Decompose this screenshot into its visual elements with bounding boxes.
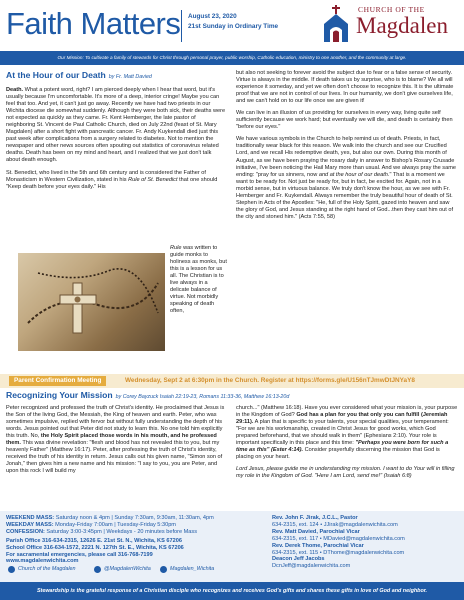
article2-column-right xyxy=(236,405,458,485)
stewardship-footer: Stewardship is the grateful response of a Christian disciple who recognizes and receives God's gifts and shares these gifts in love of God and neighbor. xyxy=(0,582,464,600)
church-name: Magdalen xyxy=(356,13,448,38)
paragraph-text: Consider prayerfully discerning the mission that God is placing on your heart. xyxy=(236,447,440,461)
article-title-text: At the Hour of our Death xyxy=(6,70,106,80)
weekend-mass-label: WEEKEND MASS: xyxy=(6,515,55,521)
paragraph-text: Peter recognized and professed the truth of Christ's identity. He proclaimed that Jesus is the Son of the living God, the Messiah, the King of heaven and earth. Peter, who was sometimes impulsive, replied with fervor but without fully understanding the depth of his words. Jesus pointed out that Peter did not study to learn this. No one told him explicitly this truth. No, xyxy=(6,405,225,440)
twitter-link[interactable]: @MagdalenWichita xyxy=(104,566,151,572)
paragraph-text: St. Benedict, who lived in the 5th and 6th century and is considered the Father of Monasticism in Western Civilization, stated in his xyxy=(6,169,206,183)
issue-date-block xyxy=(188,12,278,32)
article1-paragraph-4: We can live in an illusion of us providing for ourselves in every way, living quite self sufficiently because we work hard; but eventually we will die, and death is certainly then "before our eyes." xyxy=(236,110,453,131)
article-byline: by Fr. Matt Davied xyxy=(108,74,152,80)
paragraph-text: was written to guide monks to holiness as monks, but this is a lesson for us all. The Christian is to live always in a delicate balance of virtue. Not morbidly speaking of death often, xyxy=(170,245,227,315)
instagram-link[interactable]: Magdalen_Wichita xyxy=(170,566,215,572)
masthead xyxy=(0,0,464,50)
article1-paragraph-3: but also not seeking to forever avoid the subject due to fear or a false sense of security. Virtue is always in the middle. If death takes us by surprise, who is to blame? We all will experience it someday, and yet we often don't choose to recognize this. It is the ultimate proof that we are not in control of our lives. In our humanity, we don't give ourselves life, and we can't hold on to our life once we are given it! xyxy=(236,70,454,105)
article1-column-right xyxy=(236,70,458,226)
crucifix-photo xyxy=(18,253,165,351)
paragraph-text: We have various symbols in the Church to help remind us of death. Priests, in fact, traditionally wear black for this reason. We walk into the church and see our Crucified Lord, and we recall His redemptive death, yes, but also our own. During this month of August, as we have been praying the rosary daily in answer to Bishop's Rosary Crusade initiative, I've been noticing the Hail Mary more than usual. And we always pray the same ending: "pray for us sinners, now xyxy=(236,136,456,178)
article-title-text: Recognizing Your Mission xyxy=(6,390,113,400)
church-building-icon xyxy=(320,4,354,44)
article-byline: by Corey Bayzuck Isaiah 22:19-23, Romans 11:33-36, Matthew 16:13-20d xyxy=(115,394,290,400)
newsletter-title: Faith Matters xyxy=(6,6,181,41)
clergy-contact[interactable]: 634-2315, ext. 117 • MDavied@magdalenwichita.com xyxy=(272,535,405,542)
paragraph-text: A plan that is specific to your talents, your special qualities, your temperament: "For we are his workmanship, created in Christ Jesus for good works, which God prepared beforehand, that we should walk in them" (Ephesians 2:10). Your role is important specifically in this place and this time: xyxy=(236,419,449,447)
clergy-name: Rev. Derek Thome, Parochial Vicar xyxy=(272,542,364,549)
sacramental-emergency: For sacramental emergencies, please call 316-768-7199 xyxy=(6,551,153,558)
clergy-contact[interactable]: DcnJeff@magdalenwichita.com xyxy=(272,563,351,570)
clergy-name: Deacon Jeff Jacobs xyxy=(272,556,325,563)
facebook-link[interactable]: Church of the Magdalen xyxy=(18,566,76,572)
website-link[interactable]: www.magdalenwichita.com xyxy=(6,558,79,565)
clergy-contacts xyxy=(272,515,460,570)
confession-row xyxy=(6,529,256,536)
confirmation-meeting-banner xyxy=(0,374,464,388)
article2-column-left xyxy=(6,405,228,480)
weekend-mass-row xyxy=(6,515,256,522)
article1-paragraph-2 xyxy=(6,170,226,191)
rule-title: Rule of St. Benedict xyxy=(128,176,178,183)
confirmation-tag: Parent Confirmation Meeting xyxy=(9,376,106,386)
school-office: School Office 316-634-1572, 2221 N. 127th St. E., Wichita, KS 67206 xyxy=(6,544,184,551)
paragraph-text: This was divine revelation: "flesh and blood has not revealed this to you, but my heavenly Father" (Matthew 16:17). Peter, after professing the truth of Christ's identity, received the truth of his identity in return. Jesus calls out his given name, "Simon son of Jonah," then gives him a new name and his mission: "I say to you, you are Peter, and upon this rock I will build my xyxy=(6,440,223,475)
twitter-icon[interactable] xyxy=(94,566,101,573)
article2-paragraph-2 xyxy=(236,405,458,461)
article-title-mission xyxy=(6,390,289,400)
liturgical-occasion: 21st Sunday in Ordinary Time xyxy=(188,23,279,30)
clergy-contact[interactable]: 634-2315, ext. 124 • JJirak@magdalenwichita.com xyxy=(272,521,398,528)
paragraph-emphasis: God has a plan for you that only you can fulfill (Jeremiah 29:11). xyxy=(236,412,448,426)
rosary-crucifix-icon xyxy=(18,253,165,351)
weekend-mass-times: Saturday noon & 4pm | Sunday 7:30am, 9:30am, 11:30am, 4pm xyxy=(55,515,214,521)
weekday-mass-row xyxy=(6,522,256,529)
paragraph-emphasis: "Perhaps you were born for such a time as this" (Ester 4:14). xyxy=(236,440,449,454)
facebook-icon[interactable] xyxy=(8,566,15,573)
mission-statement: Our Mission: To cultivate a family of stewards for Christ through personal prayer, public worship, Catholic education, ministry to one another, and the community at large. xyxy=(0,51,464,65)
article1-paragraph-1 xyxy=(6,87,226,165)
article2-paragraph-1 xyxy=(6,405,228,475)
clergy-name: Rev. John F. Jirak, J.C.L., Pastor xyxy=(272,515,358,521)
paragraph-emphasis: the Holy Spirit placed those words in his mouth, and he professed them. xyxy=(6,433,217,447)
lead-word: Death. xyxy=(6,87,24,93)
rule-word: Rule xyxy=(170,245,182,251)
clergy-contact[interactable]: 634-2315, ext. 115 • DThome@magdalenwichita.com xyxy=(272,549,405,556)
clergy-name: Rev. Matt Davied, Parochial Vicar xyxy=(272,528,360,535)
title-divider xyxy=(181,10,182,42)
paragraph-text: that one should "Keep death before your eyes daily." His xyxy=(6,176,218,190)
article1-paragraph-5 xyxy=(236,136,458,221)
confession-times: Saturday 3:00-3:45pm | Weekdays - 20 minutes before Mass xyxy=(46,528,198,535)
paragraph-text: church..." (Matthew 16:18). Have you ever considered what your mission is, your purpose in the Kingdom of God? xyxy=(236,405,458,419)
article-title-death xyxy=(6,70,152,80)
mass-times xyxy=(6,515,256,565)
parish-office: Parish Office 316-634-2315, 12626 E. 21st St. N., Wichita, KS 67206 xyxy=(6,537,182,544)
paragraph-text: " That is a moment we want to be ready for. Not just be ready for, but in fact, be excited for. Again, not in a morbid sense, but in virtuous balance. We truly don't know the hour, as we see with Fr. Hemberger and Fr. Kuykendall. Always remember the truly beautiful hour of death of St. Stephen in Acts of the Apostles: "He, full of the Holy Spirit, gazed into heaven and saw the glory of God, and Jesus standing at the right hand of God...then they cast him out of the city and stoned him." (Acts 7:55, 58) xyxy=(236,171,454,220)
paragraph-emphasis: and at the hour of our death. xyxy=(318,171,390,178)
instagram-icon[interactable] xyxy=(160,566,167,573)
weekday-mass-label: WEEKDAY MASS: xyxy=(6,521,54,528)
article1-column-left xyxy=(6,87,226,196)
mission-prayer: Lord Jesus, please guide me in understanding my mission. I want to do Your will in filling my role in the Kingdom of God. "Here I am Lord, send me!" (Isaiah 6:8) xyxy=(236,466,455,480)
weekday-mass-times: Monday-Friday 7:00am | Tuesday-Friday 5:30pm xyxy=(55,521,176,528)
church-logo[interactable] xyxy=(318,2,460,48)
issue-date: August 23, 2020 xyxy=(188,13,237,20)
confirmation-details[interactable]: Wednesday, Sept 2 at 6:30pm in the Church. Register at https://forms.gle/U156nTJmwDtJNYaY8 xyxy=(125,377,415,384)
church-of-the-label: CHURCH OF THE xyxy=(358,5,425,14)
article1-wrap-text xyxy=(170,245,228,315)
paragraph-text: What a potent word, right? I am pierced deeply when I hear that word, but it's usually because I'm uncomfortable. It's more of a deep, interior cringe! Maybe you can feel that too. And yet, it can't just go away. Recently we have had two priests in our Wichita diocese die somewhat suddenly. Although they were both sick, their deaths were not expected as quickly as they came. Fr. Kent Hemberger, the late pastor of neighboring St. Vincent de Paul Catholic Church, died on July 22nd (feast of St. Mary Magdalen) after a short fight with pancreatic cancer. Fr. Andy Kuykendall died just this past week after complications from a surgery related to diabetes. Not to mention the newspaper and other news sources often spouting out statistics of coronavirus related deaths. Death has been on my mind and heart, and I realized that we just don't talk about death enough. xyxy=(6,87,226,164)
confession-label: CONFESSION: xyxy=(6,528,45,535)
